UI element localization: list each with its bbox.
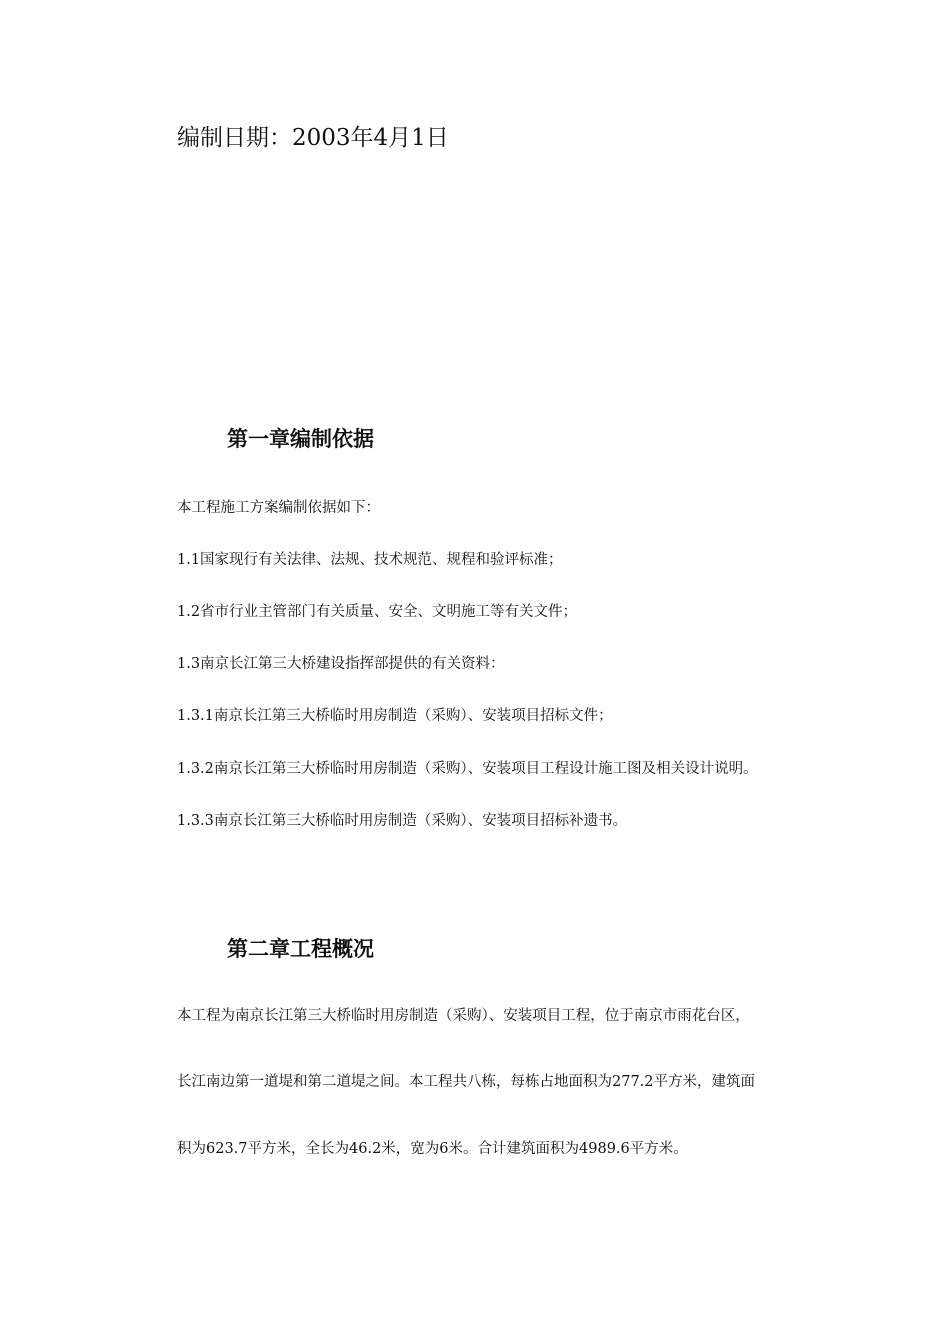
basis-item-1-3-2: 1.3.2南京长江第三大桥临时用房制造（采购）、安装项目工程设计施工图及相关设计说明。: [177, 761, 758, 777]
chapter-2-title: 第二章工程概况: [227, 937, 374, 961]
basis-item-1-1: 1.1国家现行有关法律、法规、技术规范、规程和验评标准；: [177, 552, 563, 568]
compile-date: 编制日期：2003年4月1日: [177, 125, 449, 151]
basis-item-1-3-3: 1.3.3南京长江第三大桥临时用房制造（采购）、安装项目招标补遗书。: [177, 813, 628, 829]
basis-item-1-2: 1.2省市行业主管部门有关质量、安全、文明施工等有关文件；: [177, 604, 578, 620]
basis-item-1-3: 1.3南京长江第三大桥建设指挥部提供的有关资料：: [177, 656, 505, 672]
basis-item-1-3-1: 1.3.1南京长江第三大桥临时用房制造（采购）、安装项目招标文件；: [177, 708, 613, 724]
overview-line-1: 本工程为南京长江第三大桥临时用房制造（采购）、安装项目工程，位于南京市雨花台区，: [177, 1008, 750, 1024]
overview-line-3: 积为623.7平方米，全长为46.2米，宽为6米。合计建筑面积为4989.6平方米。: [177, 1141, 688, 1157]
overview-line-2: 长江南边第一道堤和第二道堤之间。本工程共八栋，每栋占地面积为277.2平方米，建筑面: [177, 1074, 756, 1090]
chapter-1-intro: 本工程施工方案编制依据如下：: [177, 500, 380, 516]
chapter-1-title: 第一章编制依据: [227, 427, 374, 451]
